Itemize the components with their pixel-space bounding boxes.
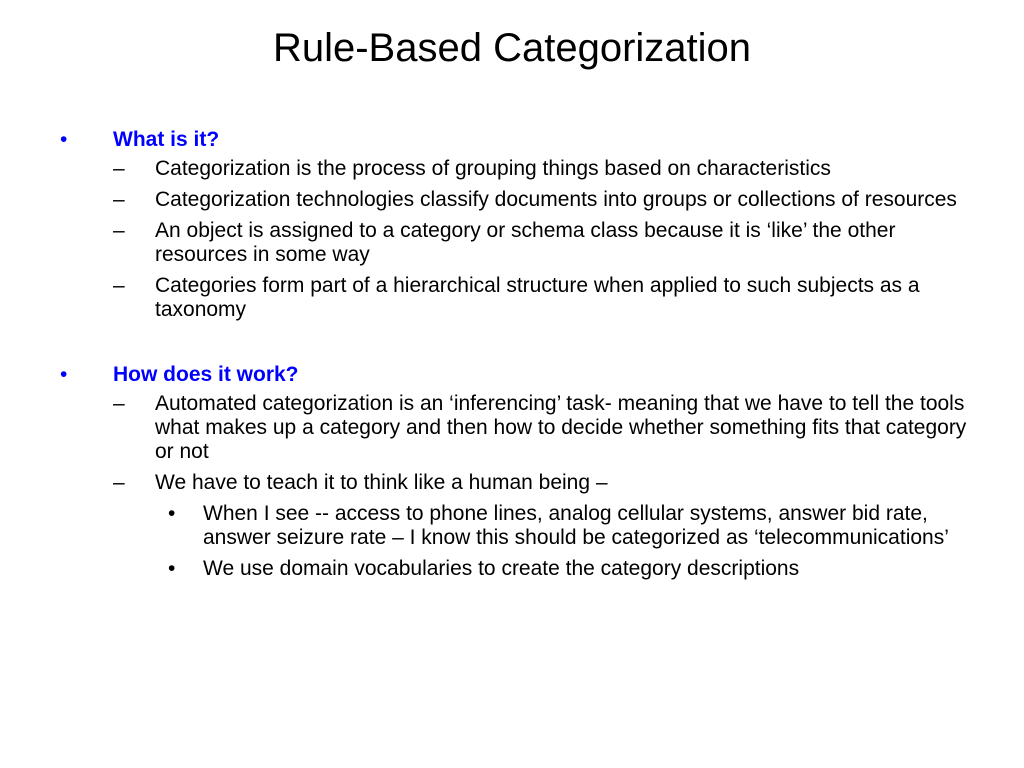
slide-title: Rule-Based Categorization — [272, 26, 752, 70]
dash-mark: – — [113, 157, 125, 180]
sub-sub-bullet — [60, 502, 980, 550]
sub-bullet-text: Categorization technologies classify documents into groups or collections of resources — [155, 188, 957, 211]
bullet-how-does-it-work — [60, 363, 980, 387]
sub-bullet — [60, 471, 980, 495]
sub-sub-bullet — [60, 557, 980, 581]
bullet-mark: • — [60, 128, 68, 151]
sub-bullet-text: An object is assigned to a category or schema class because it is ‘like’ the other resources in some way — [155, 219, 896, 266]
bullet-mark: • — [60, 363, 68, 386]
dash-mark: – — [113, 274, 125, 297]
sub-bullet-text: Categories form part of a hierarchical structure when applied to such subjects as a taxonomy — [155, 274, 920, 321]
sub-bullet — [60, 392, 980, 464]
bullet-what-is-it — [60, 128, 980, 152]
sub-sub-bullet-text: When I see -- access to phone lines, analog cellular systems, answer bid rate, answer seizure rate – I know this should be categorized as ‘telecommunications’ — [203, 502, 949, 549]
dash-mark: – — [113, 219, 125, 242]
section-heading: What is it? — [113, 128, 220, 151]
sub-bullet-text: Automated categorization is an ‘inferencing’ task- meaning that we have to tell the tools what makes up a category and then how to decide whether something fits that category or not — [155, 392, 967, 463]
section-heading: How does it work? — [113, 363, 299, 386]
dot-mark: • — [168, 502, 176, 525]
section-gap — [60, 329, 980, 363]
sub-bullet — [60, 274, 980, 322]
dash-mark: – — [113, 188, 125, 211]
sub-bullet-text: Categorization is the process of grouping things based on characteristics — [155, 157, 831, 180]
dash-mark: – — [113, 471, 125, 494]
slide-content — [60, 128, 980, 588]
dot-mark: • — [168, 557, 176, 580]
sub-bullet — [60, 188, 980, 212]
sub-bullet — [60, 219, 980, 267]
dash-mark: – — [113, 392, 125, 415]
sub-bullet — [60, 157, 980, 181]
sub-bullet-text: We have to teach it to think like a human being – — [155, 471, 608, 494]
sub-sub-bullet-text: We use domain vocabularies to create the category descriptions — [203, 557, 800, 580]
